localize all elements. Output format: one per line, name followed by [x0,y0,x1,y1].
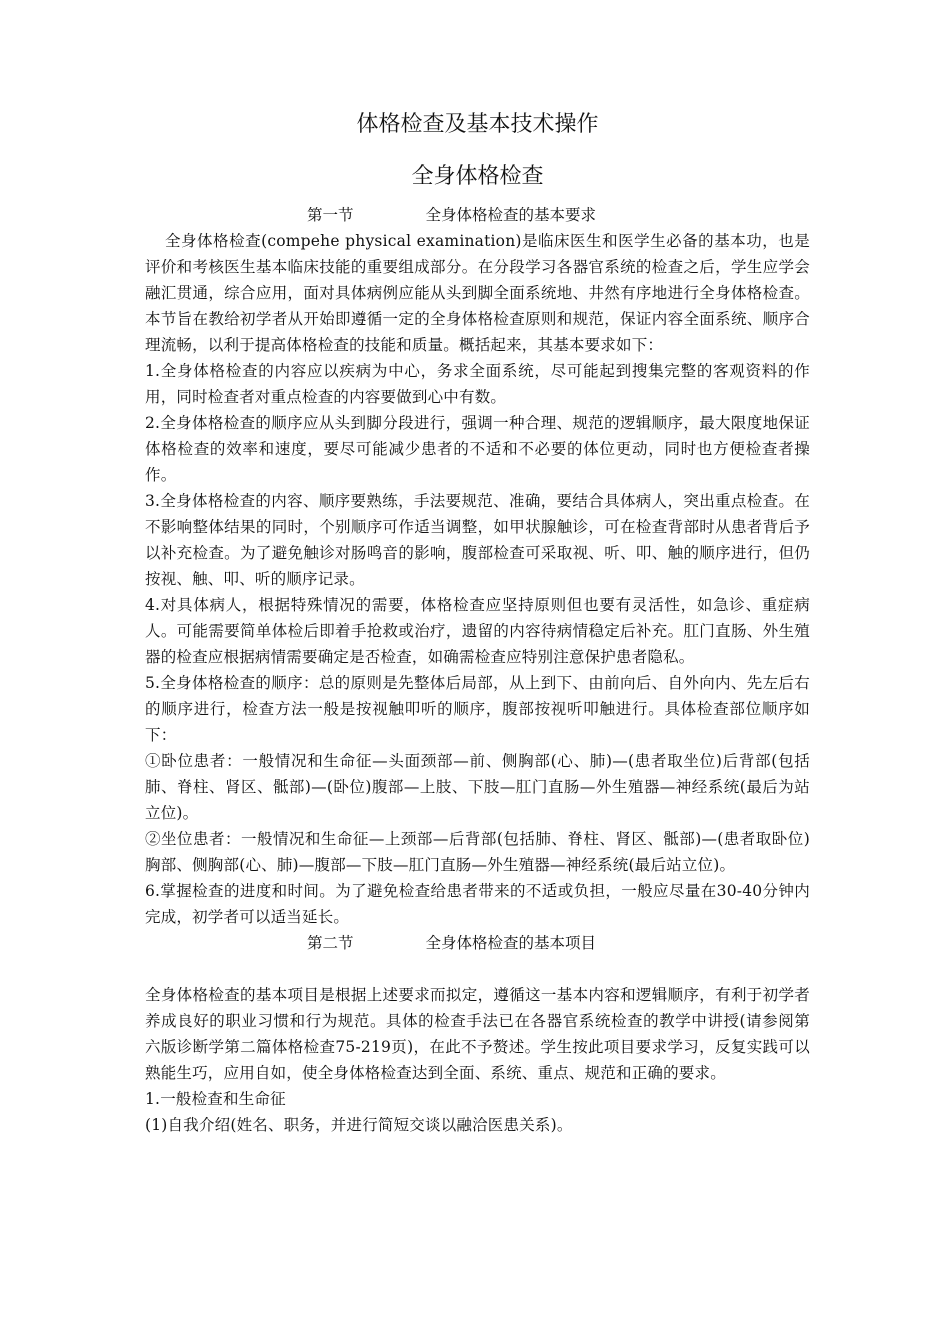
spacer [145,956,810,982]
requirement-item: 4.对具体病人，根据特殊情况的需要，体格检查应坚持原则但也要有灵活性，如急诊、重症病人。可能需要简单体检后即着手抢救或治疗，遗留的内容待病情稳定后补充。肛门直肠、外生殖器的检查应根据病情需要确定是否检查，如确需检查应特别注意保护患者隐私。 [145,596,810,666]
requirement-item: ②坐位患者：一般情况和生命征—上颈部—后背部(包括肺、脊柱、肾区、骶部)—(患者取卧位)胸部、侧胸部(心、肺)—腹部—下肢—肛门直肠—外生殖器—神经系统(最后站立位)。 [145,830,810,874]
section-2-name: 全身体格检查的基本项目 [425,934,597,952]
section-1-name: 全身体格检查的基本要求 [425,206,597,224]
requirement-item: 2.全身体格检查的顺序应从头到脚分段进行，强调一种合理、规范的逻辑顺序，最大限度地保证体格检查的效率和速度，要尽可能减少患者的不适和不必要的体位更动，同时也方便检查者操作。 [145,414,810,484]
document-title: 体格检查及基本技术操作 [356,112,599,137]
document-page [145,110,810,1138]
section-2-item: 1.一般检查和生命征 [145,1090,286,1108]
section-2-subitem: (1)自我介绍(姓名、职务，并进行简短交谈以融洽医患关系)。 [145,1116,573,1134]
section-1-number: 第一节 [307,206,354,224]
document-subtitle: 全身体格检查 [411,164,544,189]
requirement-item: 6.掌握检查的进度和时间。为了避免检查给患者带来的不适或负担，一般应尽量在30-40分钟内完成，初学者可以适当延长。 [145,882,810,926]
requirement-item: ①卧位患者：一般情况和生命征—头面颈部—前、侧胸部(心、肺)—(患者取坐位)后背部(包括肺、脊柱、肾区、骶部)—(卧位)腹部—上肢、下肢—肛门直肠—外生殖器—神经系统(最后为站立位)。 [145,752,810,822]
section-2-number: 第二节 [307,934,354,952]
requirement-item: 1.全身体格检查的内容应以疾病为中心，务求全面系统，尽可能起到搜集完整的客观资料的作用，同时检查者对重点检查的内容要做到心中有数。 [145,362,810,406]
section-2-heading [145,930,810,956]
section-1-heading [145,202,810,228]
section-1-intro: 全身体格检查(compehe physical examination)是临床医生和医学生必备的基本功，也是评价和考核医生基本临床技能的重要组成部分。在分段学习各器官系统的检查之后，学生应学会融汇贯通，综合应用，面对具体病例应能从头到脚全面系统地、井然有序地进行全身体格检查。本节旨在教给初学者从开始即遵循一定的全身体格检查原则和规范，保证内容全面系统、顺序合理流畅，以利于提高体格检查的技能和质量。概括起来，其基本要求如下： [145,232,810,354]
requirement-item: 3.全身体格检查的内容、顺序要熟练，手法要规范、准确，要结合具体病人，突出重点检查。在不影响整体结果的同时，个别顺序可作适当调整，如甲状腺触诊，可在检查背部时从患者背后予以补充检查。为了避免触诊对肠鸣音的影响，腹部检查可采取视、听、叩、触的顺序进行，但仍按视、触、叩、听的顺序记录。 [145,492,810,588]
requirement-item: 5.全身体格检查的顺序：总的原则是先整体后局部，从上到下、由前向后、自外向内、先左后右的顺序进行，检查方法一般是按视触叩听的顺序，腹部按视听叩触进行。具体检查部位顺序如下： [145,674,810,744]
section-2-intro: 全身体格检查的基本项目是根据上述要求而拟定，遵循这一基本内容和逻辑顺序，有利于初学者养成良好的职业习惯和行为规范。具体的检查手法已在各器官系统检查的教学中讲授(请参阅第六版诊断学第二篇体格检查75-219页)，在此不予赘述。学生按此项目要求学习，反复实践可以熟能生巧，应用自如，使全身体格检查达到全面、系统、重点、规范和正确的要求。 [145,986,810,1082]
